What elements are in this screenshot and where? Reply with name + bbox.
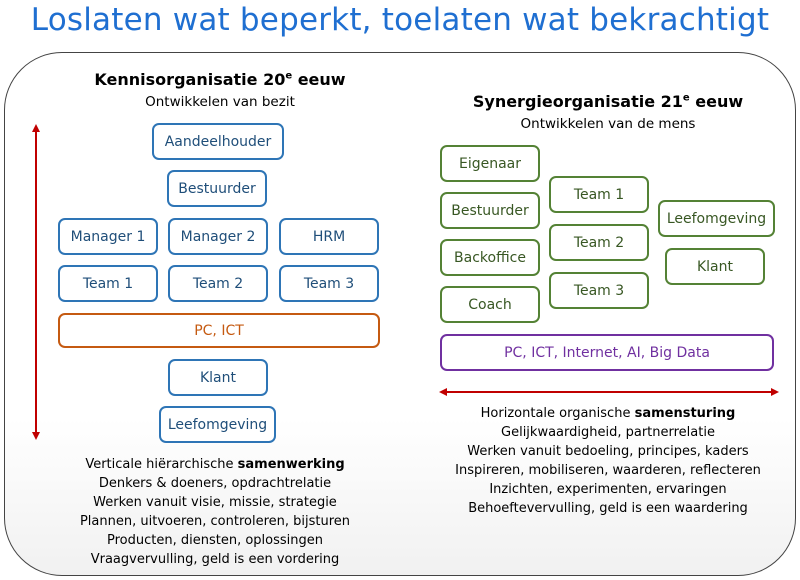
list-item: Inzichten, experimenten, ervaringen xyxy=(489,482,727,497)
box-aandeelhouder: Aandeelhouder xyxy=(152,123,284,160)
list-item: Gelijkwaardigheid, partnerrelatie xyxy=(501,425,715,440)
list-item: Inspireren, mobiliseren, waarderen, reflecteren xyxy=(455,463,761,478)
list-item: Vraagvervulling, geld is een vordering xyxy=(90,552,340,567)
list-item: Behoeftevervulling, geld is een waardering xyxy=(468,501,748,516)
box-backoffice: Backoffice xyxy=(440,239,540,276)
list-item: Denkers & doeners, opdrachtrelatie xyxy=(98,476,332,491)
left-heading: Kennisorganisatie 20e eeuw xyxy=(94,70,346,89)
list-item: Plannen, uitvoeren, controleren, bijsturen xyxy=(79,514,351,529)
page-title: Loslaten wat beperkt, toelaten wat bekrachtigt xyxy=(30,2,770,38)
left-description-list xyxy=(40,455,390,569)
box-team-3-right: Team 3 xyxy=(549,272,649,309)
box-leefomgeving-right: Leefomgeving xyxy=(658,200,775,237)
box-manager-1: Manager 1 xyxy=(58,218,158,255)
box-team-1-right: Team 1 xyxy=(549,176,649,213)
right-description-list xyxy=(430,404,786,518)
right-heading: Synergieorganisatie 21e eeuw xyxy=(472,92,744,111)
left-subtitle: Ontwikkelen van bezit xyxy=(145,94,295,110)
list-item: Werken vanuit bedoeling, principes, kaders xyxy=(467,444,749,459)
box-manager-2: Manager 2 xyxy=(168,218,268,255)
box-klant-right: Klant xyxy=(665,248,765,285)
box-bestuurder-right: Bestuurder xyxy=(440,192,540,229)
box-klant: Klant xyxy=(168,359,268,396)
box-team-2: Team 2 xyxy=(168,265,268,302)
box-bestuurder: Bestuurder xyxy=(167,170,267,207)
box-team-2-right: Team 2 xyxy=(549,224,649,261)
list-item: Werken vanuit visie, missie, strategie xyxy=(93,495,337,510)
box-team-1: Team 1 xyxy=(58,265,158,302)
list-item: Verticale hiërarchische samenwerking xyxy=(85,457,345,472)
list-item: Horizontale organische samensturing xyxy=(480,406,736,421)
box-coach: Coach xyxy=(440,286,540,323)
list-item: Producten, diensten, oplossingen xyxy=(107,533,323,548)
box-pc-ict: PC, ICT xyxy=(58,313,380,348)
box-leefomgeving: Leefomgeving xyxy=(159,406,276,443)
right-subtitle: Ontwikkelen van de mens xyxy=(520,116,696,132)
box-hrm: HRM xyxy=(279,218,379,255)
box-tech: PC, ICT, Internet, AI, Big Data xyxy=(440,334,774,371)
box-team-3: Team 3 xyxy=(279,265,379,302)
box-eigenaar: Eigenaar xyxy=(440,145,540,182)
